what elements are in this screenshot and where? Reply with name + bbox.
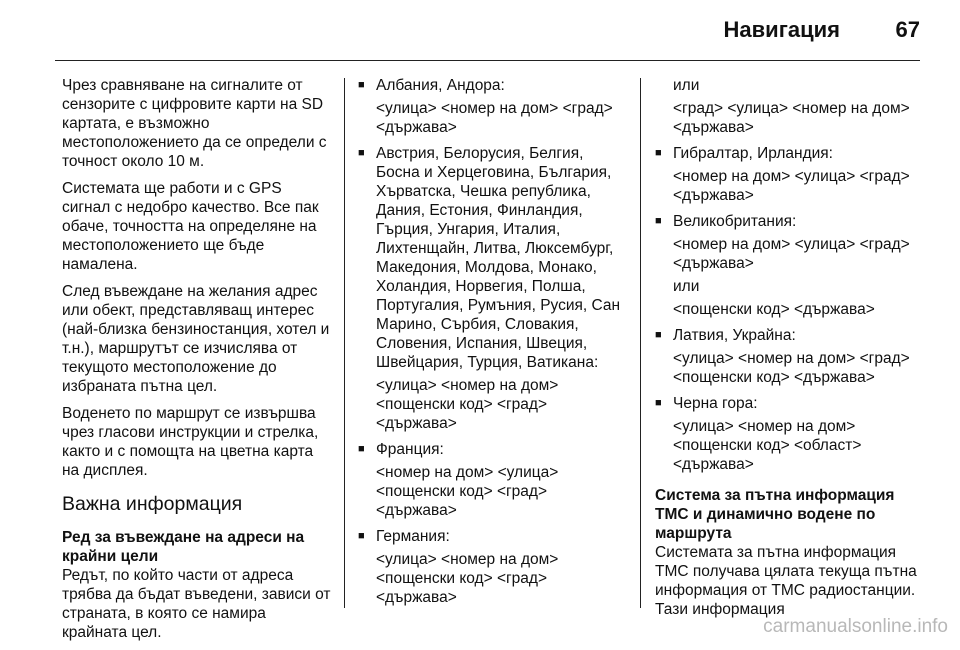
list-item (655, 394, 925, 474)
paragraph-address-order: Редът, по който части от адреса трябва да бъдат въведени, зависи от страната, в която се намира крайната цел. (62, 567, 331, 641)
address-format: <пощенски код> <държава> (673, 301, 875, 318)
address-format: <улица> <номер на дом> <пощенски код> <град> <държава> (376, 377, 559, 432)
list-item (358, 76, 628, 137)
paragraph-gps: Системата ще работи и с GPS сигнал с недобро качество. Все пак обаче, точността на определяне на местоположението ще бъде намалена. (62, 180, 319, 273)
address-format: <номер на дом> <улица> <град> <държава> (673, 168, 910, 204)
heading-important-info: Важна информация (62, 493, 243, 515)
section-title: Навигация (723, 17, 840, 42)
list-item (655, 212, 925, 319)
list-item (358, 440, 628, 520)
country-names: Великобритания: (673, 213, 797, 230)
page-number: 67 (895, 17, 920, 42)
subheading-address-order: Ред за въвеждане на адреси на крайни цели (62, 529, 305, 565)
list-item (358, 144, 628, 433)
or-label: или (673, 77, 700, 94)
address-format: <номер на дом> <улица> <пощенски код> <град> <държава> (376, 464, 559, 519)
paragraph-tmc: Системата за пътна информация TMC получава цялата текуща пътна информация от TMC радиостанции. Тази информация (655, 544, 917, 618)
country-address-list (358, 76, 628, 607)
country-names: Латвия, Украйна: (673, 327, 796, 344)
list-item (358, 527, 628, 607)
paragraph-sensors: Чрез сравняване на сигналите от сензорите с цифровите карти на SD картата, е възможно местоположението да се определи с точност около 10 м. (62, 77, 327, 170)
list-item (655, 326, 925, 387)
country-names: Черна гора: (673, 395, 758, 412)
column-2 (358, 76, 628, 614)
country-address-list (655, 144, 925, 474)
or-label: или (673, 278, 700, 295)
country-names: Гибралтар, Ирландия: (673, 145, 833, 162)
address-format: <номер на дом> <улица> <град> <държава> (673, 236, 910, 272)
heading-tmc: Система за пътна информация TMC и динамично водене по маршрута (655, 487, 895, 542)
continued-item (655, 76, 925, 137)
column-3 (655, 76, 925, 627)
column-divider-2 (640, 78, 641, 608)
column-1 (62, 76, 334, 650)
address-format: <улица> <номер на дом> <пощенски код> <град> <държава> (376, 551, 559, 606)
address-format: <град> <улица> <номер на дом> <държава> (673, 100, 910, 136)
column-divider-1 (344, 78, 345, 608)
header-rule (55, 60, 920, 61)
country-names: Албания, Андора: (376, 77, 505, 94)
paragraph-route-calc: След въвеждане на желания адрес или обект, представляващ интерес (най-близка бензиностанция, хотел и т.н.), маршрутът се изчислява от текущото местоположение до избраната пътна цел. (62, 283, 330, 395)
country-names: Германия: (376, 528, 450, 545)
paragraph-guidance: Воденето по маршрут се извършва чрез гласови инструкции и стрелка, както и с помощта на цветна карта на дисплея. (62, 405, 319, 479)
country-names: Франция: (376, 441, 444, 458)
country-names: Австрия, Белорусия, Белгия, Босна и Херцеговина, България, Хърватска, Чешка република, Дания, Естония, Финландия, Гърция, Унгария, Италия, Лихтенщайн, Литва, Люксембург, Македония, Молдова, Монако, Холандия, Норвегия, Полша, Португалия, Румъния, Русия, Сан Марино, Сърбия, Словакия, Словения, Испания, Швеция, Швейцария, Турция, Ватикана: (376, 145, 621, 371)
address-format: <улица> <номер на дом> <пощенски код> <област> <държава> (673, 418, 862, 473)
watermark: carmanualsonline.info (763, 616, 948, 637)
page-header (0, 0, 960, 62)
address-format: <улица> <номер на дом> <град> <пощенски код> <държава> (673, 350, 910, 386)
list-item (655, 144, 925, 205)
address-format: <улица> <номер на дом> <град> <държава> (376, 100, 613, 136)
